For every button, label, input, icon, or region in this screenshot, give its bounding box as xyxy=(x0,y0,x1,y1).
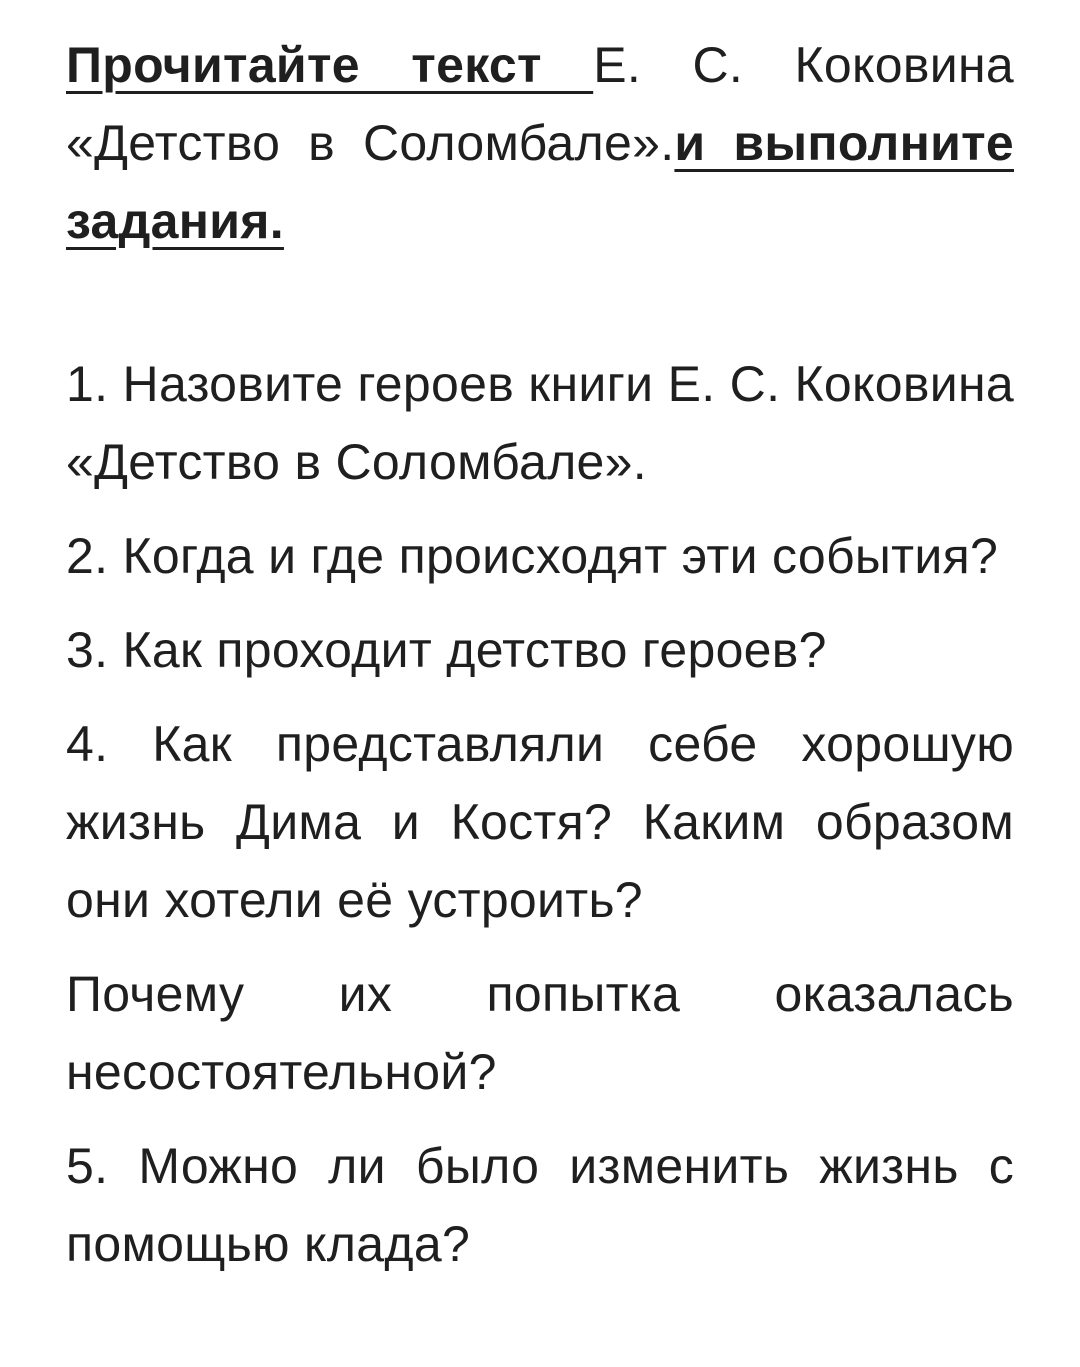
intro-paragraph xyxy=(66,26,1014,260)
question-1: 1. Назовите героев книги Е. С. Коковина «Детство в Соломбале». xyxy=(66,356,1014,490)
do-tasks-instruction: и выполните задания. xyxy=(66,115,1015,249)
question-3: 3. Как проходит детство героев? xyxy=(66,622,827,678)
book-author-title: Е. С. Коковина «Детство в Соломбале». xyxy=(66,37,1014,171)
question-2: 2. Когда и где происходят эти события? xyxy=(66,528,999,584)
question-4-followup: Почему их попытка оказалась несостоятельной? xyxy=(66,966,1014,1100)
read-text-instruction: Прочитайте текст xyxy=(66,37,594,93)
question-5: 5. Можно ли было изменить жизнь с помощью клада? xyxy=(66,1138,1014,1272)
question-4: 4. Как представляли себе хорошую жизнь Дима и Костя? Каким образом они хотели её устроить? xyxy=(66,716,1014,928)
document-page xyxy=(66,26,1014,1299)
